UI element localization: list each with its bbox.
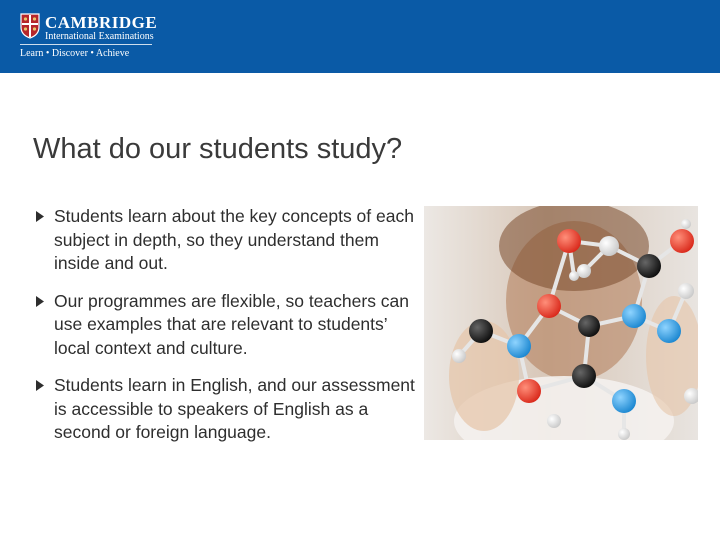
logo-divider bbox=[20, 44, 152, 45]
logo-title: CAMBRIDGE bbox=[45, 13, 158, 32]
triangle-right-icon bbox=[36, 211, 44, 222]
university-crest-icon bbox=[20, 13, 40, 39]
bullet-item bbox=[33, 290, 425, 361]
logo-tagline: Learn • Discover • Achieve bbox=[20, 48, 130, 59]
bullet-text: Students learn in English, and our assessment is accessible to speakers of English as a second or foreign language. bbox=[54, 375, 415, 442]
logo-subtitle: International Examinations bbox=[45, 31, 154, 42]
triangle-right-icon bbox=[36, 296, 44, 307]
bullet-list bbox=[33, 205, 425, 459]
bullet-text: Our programmes are flexible, so teachers can use examples that are relevant to students’ local context and culture. bbox=[54, 290, 410, 358]
triangle-right-icon bbox=[36, 380, 44, 391]
molecule-model-photo bbox=[424, 206, 698, 440]
slide-title: What do our students study? bbox=[33, 133, 403, 165]
bullet-text: Students learn about the key concepts of each subject in depth, so they understand them inside and out. bbox=[54, 206, 414, 273]
bullet-item bbox=[33, 205, 425, 276]
bullet-item bbox=[33, 374, 425, 445]
header-bar bbox=[0, 0, 720, 73]
